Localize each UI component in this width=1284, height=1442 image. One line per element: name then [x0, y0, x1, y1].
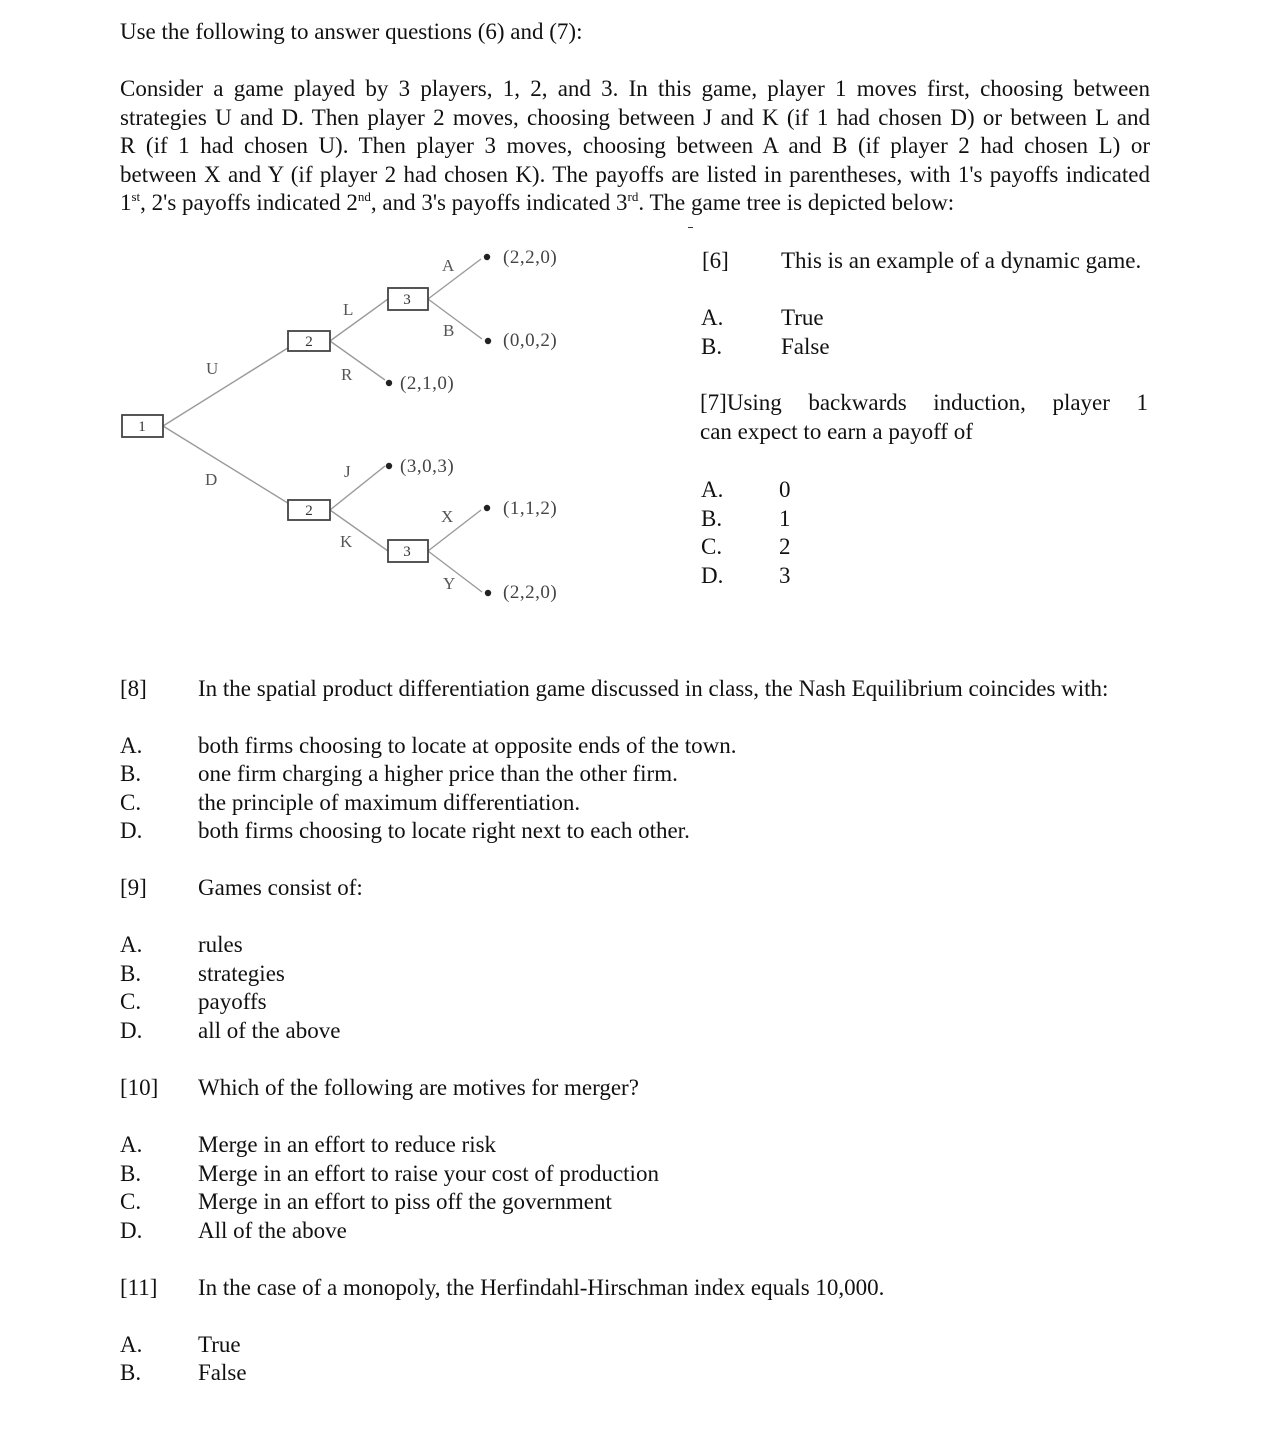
node-player-3-upper: [388, 288, 428, 310]
q8-text: In the spatial product differentiation game discussed in class, the Nash Equilibrium coincides with:: [198, 676, 1109, 701]
q7-option-text: 3: [779, 563, 791, 588]
q11-text: In the case of a monopoly, the Herfindahl-Hirschman index equals 10,000.: [198, 1275, 885, 1300]
branch-A: [428, 259, 481, 299]
q10-option-text: Merge in an effort to reduce risk: [198, 1132, 497, 1157]
q11-option-text: True: [198, 1332, 241, 1357]
q11-option-text: False: [198, 1360, 247, 1385]
action-label-U: U: [206, 359, 219, 378]
q7-option-letter: B.: [701, 506, 723, 531]
q8-option-letter: C.: [120, 790, 142, 815]
branch-D: [163, 426, 299, 510]
q9-text: Games consist of:: [198, 875, 363, 900]
payoff-A: (2,2,0): [503, 247, 558, 268]
tree-branches: [163, 259, 482, 592]
branch-X: [428, 510, 481, 551]
q10-text: Which of the following are motives for merger?: [198, 1075, 639, 1100]
node-player-3-lower: [388, 540, 428, 562]
action-label-D: D: [205, 470, 218, 489]
q9-option-text: all of the above: [198, 1018, 341, 1043]
q6-option-text: False: [781, 334, 830, 359]
branch-L: [330, 299, 388, 341]
q7-option-text: 2: [779, 534, 791, 559]
action-label-L: L: [343, 300, 354, 319]
q9-option-letter: B.: [120, 961, 142, 986]
q7-text: can expect to earn a payoff of: [700, 418, 973, 444]
q11-option-letter: A.: [120, 1332, 143, 1357]
node-label: 3: [403, 544, 411, 560]
payoff-J: (3,0,3): [400, 456, 455, 477]
branch-U: [163, 341, 299, 426]
q10-option-letter: A.: [120, 1132, 143, 1157]
q9-number: [9]: [120, 875, 147, 900]
q8-option-text: the principle of maximum differentiation.: [198, 790, 581, 815]
payoff-B: (0,0,2): [503, 330, 558, 351]
stray-mark: [688, 227, 693, 228]
branch-R: [330, 341, 385, 380]
description-line: [120, 189, 1150, 218]
q10-option-text: Merge in an effort to piss off the government: [198, 1189, 612, 1214]
branch-K: [330, 510, 388, 551]
node-player-2-lower: [288, 500, 330, 520]
description-text: , 2's payoffs indicated 2: [140, 190, 358, 216]
node-label: 2: [305, 334, 313, 350]
node-player-1: [122, 415, 163, 437]
description-line: R (if 1 had chosen U). Then player 3 moves, choosing between A and B (if player 2 had chosen L) or: [120, 133, 1150, 159]
q8-option-letter: D.: [120, 818, 143, 843]
action-label-Y: Y: [443, 574, 456, 593]
q6-text: This is an example of a dynamic game.: [781, 248, 1142, 273]
action-label-R: R: [341, 365, 353, 384]
q8-number: [8]: [120, 676, 147, 701]
q7-line: [700, 389, 1148, 418]
node-player-2-upper: [288, 331, 330, 351]
q8-option-letter: B.: [120, 761, 142, 786]
branch-B: [428, 299, 482, 339]
q9-option-letter: D.: [120, 1018, 143, 1043]
q7-number: [7]: [700, 390, 727, 415]
q6-option-text: True: [781, 305, 824, 330]
ordinal-suffix: nd: [357, 189, 371, 205]
intro-heading: Use the following to answer questions (6) and (7):: [120, 19, 583, 44]
q8-option-text: both firms choosing to locate right next to each other.: [198, 818, 690, 843]
ordinal-suffix: rd: [627, 189, 639, 205]
description-line: strategies U and D. Then player 2 moves, choosing between J and K (if 1 had chosen D) or between L and: [120, 104, 1150, 130]
q9-option-text: strategies: [198, 961, 285, 986]
payoff-Y: (2,2,0): [503, 582, 558, 603]
terminal-dot: [484, 505, 490, 511]
q7-option-letter: C.: [701, 534, 723, 559]
q9-option-letter: A.: [120, 932, 143, 957]
q11-number: [11]: [120, 1275, 158, 1300]
q8-option-letter: A.: [120, 733, 143, 758]
q7-text: Using backwards induction, player 1: [726, 390, 1148, 415]
q6-number: [6]: [702, 248, 729, 273]
game-tree-diagram: [110, 240, 600, 610]
q7-option-text: 1: [779, 506, 791, 531]
payoff-X: (1,1,2): [503, 498, 558, 519]
q7-option-text: 0: [779, 477, 791, 502]
q10-option-letter: D.: [120, 1218, 143, 1243]
q8-option-text: one firm charging a higher price than the other firm.: [198, 761, 678, 786]
q10-option-text: Merge in an effort to raise your cost of production: [198, 1161, 659, 1186]
q10-number: [10]: [120, 1075, 159, 1100]
q7-option-letter: D.: [701, 563, 724, 588]
node-label: 2: [305, 503, 313, 519]
description-text: , and 3's payoffs indicated 3: [370, 190, 628, 216]
terminal-dot: [386, 463, 392, 469]
node-label: 3: [403, 292, 411, 308]
ordinal-text: 1: [120, 190, 132, 216]
q6-option-letter: A.: [701, 305, 724, 330]
payoff-R: (2,1,0): [400, 373, 455, 394]
terminal-dot: [386, 380, 392, 386]
ordinal-suffix: st: [131, 189, 141, 205]
q8-option-text: both firms choosing to locate at opposite ends of the town.: [198, 733, 737, 758]
q10-option-letter: C.: [120, 1189, 142, 1214]
terminal-dot: [484, 254, 490, 260]
action-label-K: K: [340, 532, 353, 551]
terminal-dot: [485, 590, 491, 596]
q10-option-text: All of the above: [198, 1218, 347, 1243]
action-label-X: X: [441, 507, 454, 526]
action-label-A: A: [442, 256, 455, 275]
terminal-dot: [485, 338, 491, 344]
q6-option-letter: B.: [701, 334, 723, 359]
q10-option-letter: B.: [120, 1161, 142, 1186]
branch-J: [330, 466, 385, 510]
action-label-B: B: [443, 321, 455, 340]
q9-option-text: rules: [198, 932, 243, 957]
description-line: between X and Y (if player 2 had chosen K). The payoffs are listed in parentheses, with 1's payoffs indicated: [120, 161, 1150, 187]
game-description: [120, 75, 1150, 218]
q9-option-letter: C.: [120, 989, 142, 1014]
description-line: Consider a game played by 3 players, 1, 2, and 3. In this game, player 1 moves first, choosing between: [120, 76, 1150, 101]
q11-option-letter: B.: [120, 1360, 142, 1385]
q7-option-letter: A.: [701, 477, 724, 502]
q7-question: [700, 389, 1148, 446]
description-text: . The game tree is depicted below:: [638, 190, 955, 216]
action-label-J: J: [344, 462, 351, 481]
node-label: 1: [138, 419, 146, 435]
q9-option-text: payoffs: [198, 989, 267, 1014]
